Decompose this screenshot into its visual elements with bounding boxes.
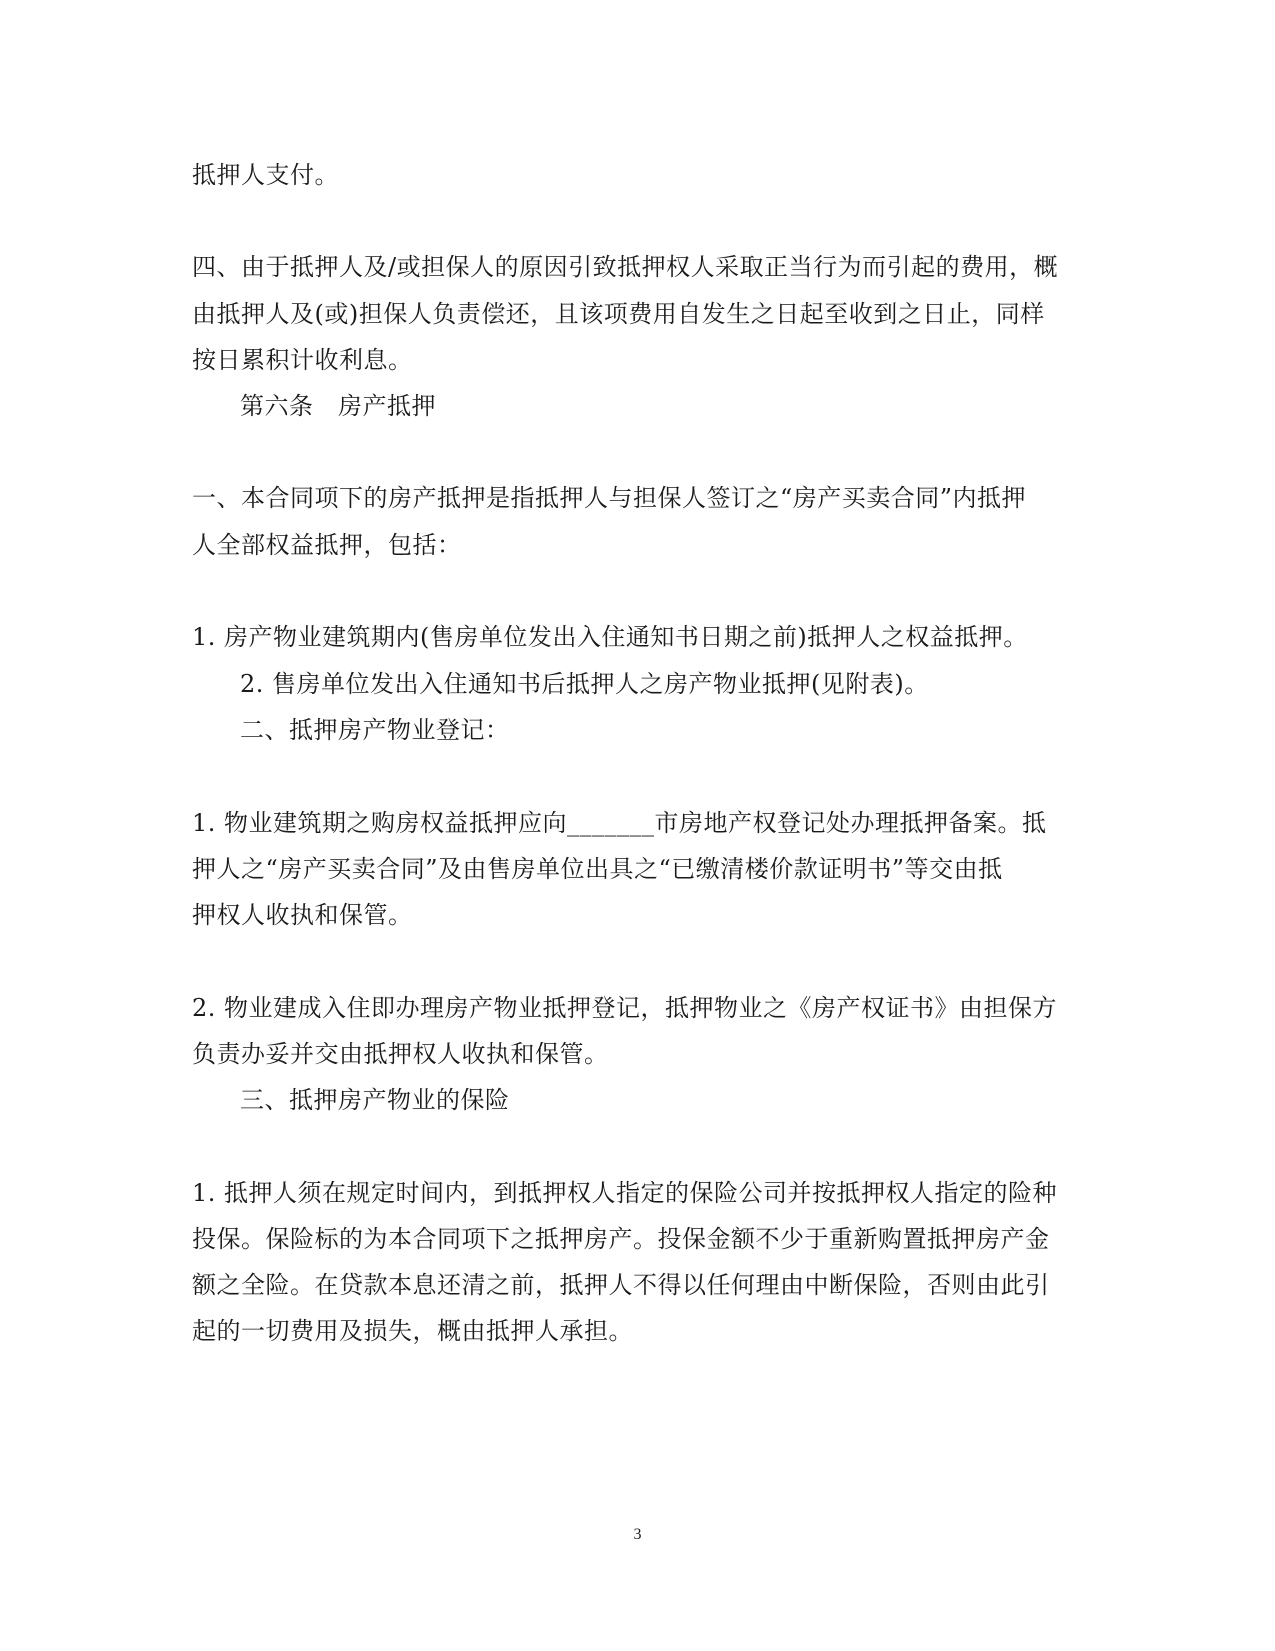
text-line: 由抵押人及(或)担保人负责偿还，且该项费用自发生之日起至收到之日止，同样 — [192, 300, 1045, 328]
text-line: 抵押人支付。 — [192, 161, 339, 189]
section-heading: 第六条 房产抵押 — [240, 392, 436, 420]
text-line: 押权人收执和保管。 — [192, 901, 413, 929]
text-line: 起的一切费用及损失，概由抵押人承担。 — [192, 1317, 633, 1345]
subsection-heading: 三、抵押房产物业的保险 — [240, 1086, 510, 1114]
page-number: 3 — [633, 1526, 642, 1543]
text-line: 负责办妥并交由抵押权人收执和保管。 — [192, 1040, 609, 1068]
text-line: 一、本合同项下的房产抵押是指抵押人与担保人签订之“房产买卖合同”内抵押 — [192, 484, 1027, 512]
text-line: 2. 物业建成入住即办理房产物业抵押登记，抵押物业之《房产权证书》由担保方 — [192, 994, 1058, 1022]
text-line: 人全部权益抵押，包括： — [192, 531, 462, 559]
text-line: 1. 房产物业建筑期内(售房单位发出入住通知书日期之前)抵押人之权益抵押。 — [192, 623, 1028, 651]
text-line: 四、由于抵押人及/或担保人的原因引致抵押权人采取正当行为而引起的费用，概 — [192, 253, 1059, 281]
text-line: 投保。保险标的为本合同项下之抵押房产。投保金额不少于重新购置抵押房产金 — [192, 1225, 1050, 1253]
text-line: 1. 物业建筑期之购房权益抵押应向_______市房地产权登记处办理抵押备案。抵 — [192, 809, 1047, 837]
text-line: 1. 抵押人须在规定时间内，到抵押权人指定的保险公司并按抵押权人指定的险种 — [192, 1179, 1058, 1207]
text-line: 额之全险。在贷款本息还清之前，抵押人不得以任何理由中断保险，否则由此引 — [192, 1271, 1050, 1299]
text-line: 2. 售房单位发出入住通知书后抵押人之房产物业抵押(见附表)。 — [240, 670, 929, 698]
text-line: 押人之“房产买卖合同”及由售房单位出具之“已缴清楼价款证明书”等交由抵 — [192, 855, 1003, 883]
subsection-heading: 二、抵押房产物业登记： — [240, 716, 510, 744]
text-line: 按日累积计收利息。 — [192, 346, 413, 374]
